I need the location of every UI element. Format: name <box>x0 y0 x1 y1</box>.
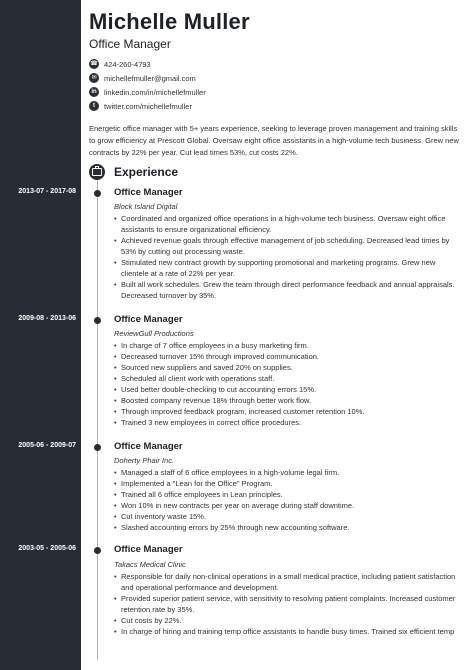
job-title: Office Manager <box>114 441 183 452</box>
job-bullets <box>114 571 462 637</box>
timeline-dot <box>94 444 101 451</box>
list-item: • In charge of hiring and training temp office assistants to handle busy times. Trained six efficient temp <box>114 626 462 637</box>
job-company: ReviewGull Productions <box>114 329 194 338</box>
contact-email-text[interactable]: michellefmuller@gmail.com <box>104 73 196 83</box>
list-item: • Cut costs by 22%. <box>114 615 462 626</box>
timeline-dot <box>94 317 101 324</box>
list-item: • In charge of 7 office employees in a busy marketing firm. <box>114 340 462 351</box>
list-item: • Sourced new suppliers and saved 20% on supplies. <box>114 362 462 373</box>
contact-phone-text: 424-260-4793 <box>104 59 151 69</box>
timeline-dot <box>94 547 101 554</box>
job-title: Office Manager <box>114 187 183 198</box>
list-item: • Responsible for daily non-clinical operations in a small medical practice, including patient satisfaction and operational performance and development. <box>114 571 462 593</box>
list-item: • Trained all 6 office employees in Lean principles. <box>114 489 462 500</box>
list-item: • Trained 3 new employees in correct office procedures. <box>114 417 462 428</box>
list-item: • Achieved revenue goals through effective management of job scheduling. Decreased lead times by 53% by cutting out processing waste. <box>114 235 462 257</box>
job-dates: 2009-08 - 2013-06 <box>18 315 76 322</box>
twitter-icon: t <box>89 101 99 111</box>
job-company: Doherty Phair Inc. <box>114 456 175 465</box>
email-icon: ✉ <box>89 73 99 83</box>
candidate-role: Office Manager <box>89 37 171 51</box>
contact-linkedin-text[interactable]: linkedin.com/in/michellefmuller <box>104 87 206 97</box>
list-item: • Slashed accounting errors by 25% through new accounting software. <box>114 522 462 533</box>
job-dates: 2013-07 - 2017-08 <box>18 188 76 195</box>
contact-email[interactable] <box>89 72 196 84</box>
list-item: • Decreased turnover 15% through improved communication. <box>114 351 462 362</box>
list-item: • Cut inventory waste 15%. <box>114 511 462 522</box>
list-item: • Managed a staff of 6 office employees in a high-volume legal firm. <box>114 467 462 478</box>
timeline-dot <box>94 190 101 197</box>
briefcase-icon <box>89 164 105 180</box>
section-title-experience: Experience <box>114 165 179 179</box>
job-dates: 2005-06 - 2009-07 <box>18 442 76 449</box>
list-item: • Stimulated new contract growth by supporting promotional and marketing programs. Grew new clientele at a rate of 22% per year. <box>114 257 462 279</box>
job-title: Office Manager <box>114 544 183 555</box>
list-item: • Through improved feedback program, increased customer retention 10%. <box>114 406 462 417</box>
contact-twitter-text[interactable]: twitter.com/michellefmuller <box>104 101 192 111</box>
list-item: • Won 10% in new contracts per year on average during staff downtime. <box>114 500 462 511</box>
job-bullets <box>114 213 462 301</box>
contact-linkedin[interactable] <box>89 86 206 98</box>
list-item: • Implemented a "Lean for the Office" Program. <box>114 478 462 489</box>
phone-icon: ☎ <box>90 61 98 67</box>
list-item: • Coordinated and organized office operations in a high-volume tech business. Oversaw eight office assistants to ensure organizational efficiency. <box>114 213 462 235</box>
list-item: • Scheduled all client work with operations staff. <box>114 373 462 384</box>
candidate-name: Michelle Muller <box>89 9 250 34</box>
timeline-line <box>97 178 98 660</box>
linkedin-icon: in <box>89 87 99 97</box>
job-bullets <box>114 340 462 428</box>
job-title: Office Manager <box>114 314 183 325</box>
list-item: • Built all work schedules. Grew the team through direct performance feedback and annual appraisals. Decreased turnover by 35%. <box>114 279 462 301</box>
list-item: • Used better double-checking to cut accounting errors 15%. <box>114 384 462 395</box>
contact-twitter[interactable] <box>89 100 192 112</box>
job-company: Block Island Digital <box>114 202 178 211</box>
profile-summary: Energetic office manager with 5+ years experience, seeking to leverage proven management and training skills to grow efficiency at Prescott Global. Oversaw eight office assistants in a high-volume tech business. Grew new contracts by 22% per year. Cut lead times 53%, cut costs 22%. <box>89 124 459 157</box>
contact-phone <box>89 58 151 70</box>
left-sidebar <box>0 0 81 670</box>
job-bullets <box>114 467 462 533</box>
list-item: • Provided superior patient service, with sensitivity to resolving patient complaints. Increased customer retention rate by 35%. <box>114 593 462 615</box>
job-company: Takacs Medical Clinic <box>114 560 186 569</box>
list-item: • Boosted company revenue 18% through better work flow. <box>114 395 462 406</box>
job-dates: 2003-05 - 2005-06 <box>18 545 76 552</box>
